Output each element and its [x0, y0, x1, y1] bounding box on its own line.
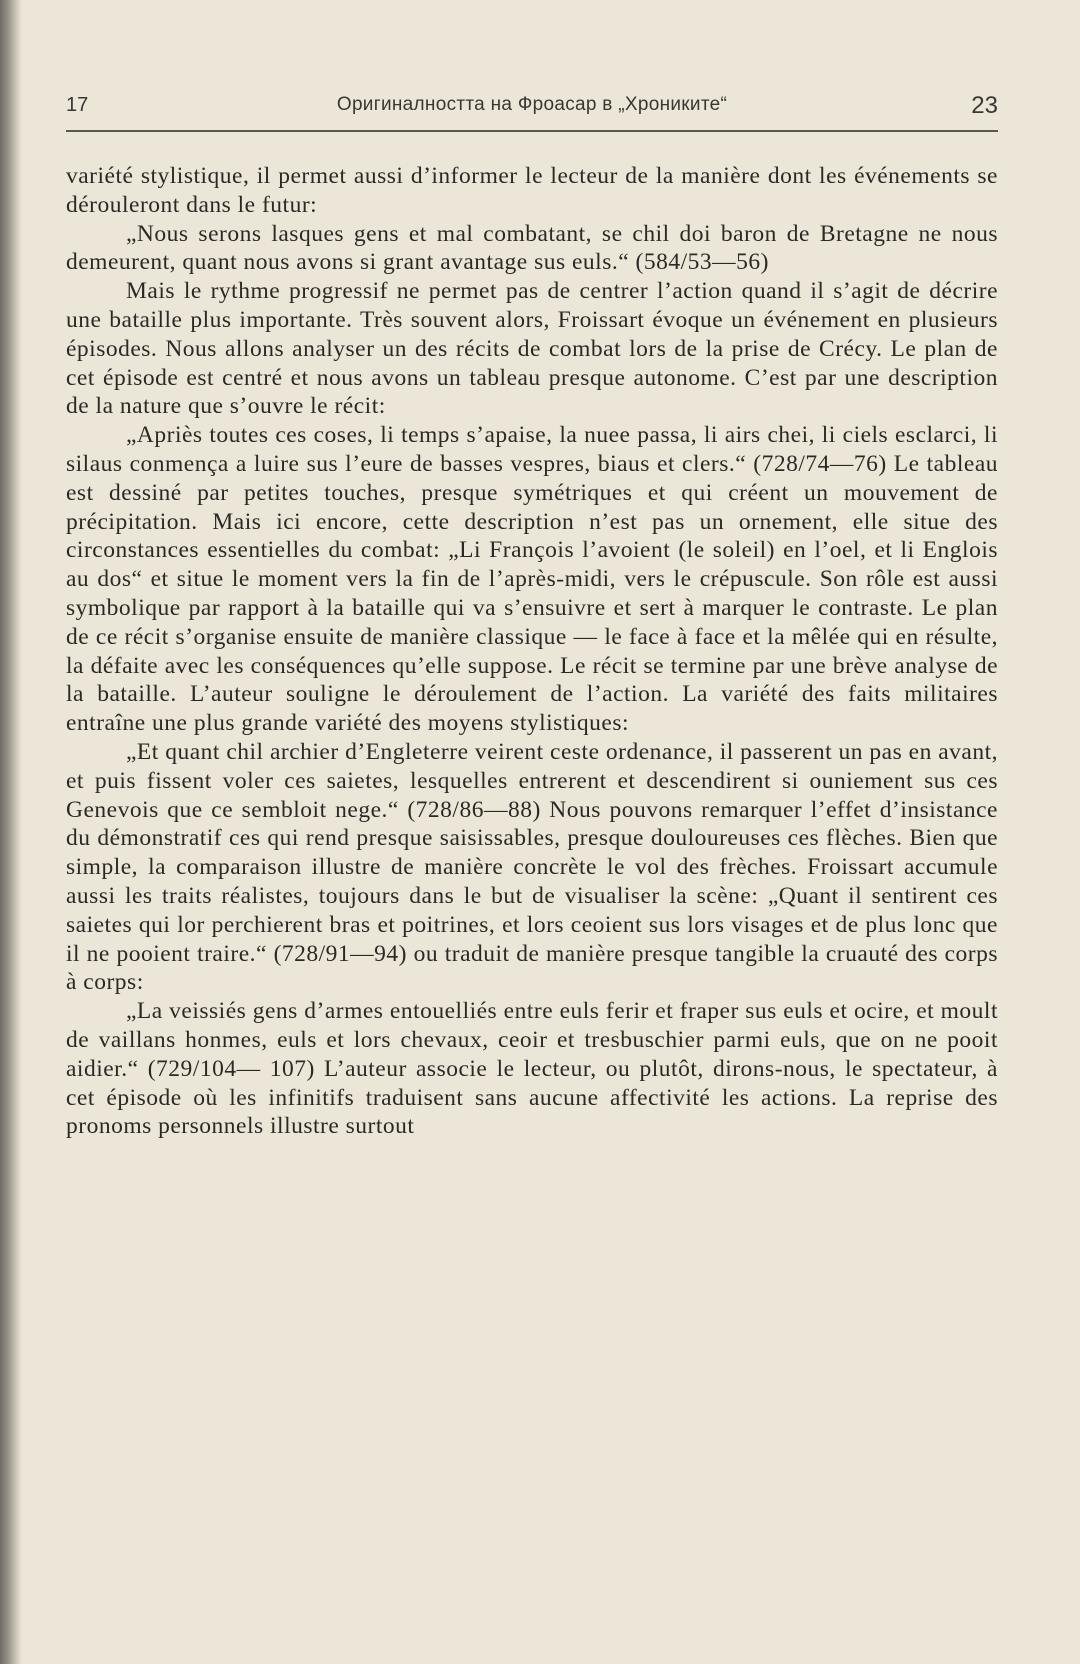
paragraph-1: variété stylistique, il permet aussi d’informer le lecteur de la manière dont les événements se dérouleront dans le futur:	[66, 163, 998, 218]
running-title: Оригиналността на Фроасар в „Хрониките“	[336, 94, 728, 115]
paragraph-6: „La veissiés gens d’armes entouelliés entre euls ferir et fraper sus euls et ocire, et moult de vaillans honmes, euls et lors chevaux, ceoir et tresbuschier parmi euls, que on ne pooit aidier.“ (729/104— 107) L’auteur associe le lecteur, ou plutôt, dirons-nous, le spectateur, à cet épisode où les infinitifs traduisent sans aucune affectivité les actions. La reprise des pronoms personnels illustre surtout	[66, 998, 998, 1140]
header-rule	[66, 130, 998, 132]
paragraph-4: „Apriès toutes ces coses, li temps s’apaise, la nuee passa, li airs chei, li ciels esclarci, li silaus conmença a luire sus l’eure de basses vespres, biaus et clers.“ (728/74—76) Le tableau est dessiné par petites touches, presque symétriques et qui créent un mouvement de précipitation. Mais ici encore, cette description n’est pas un ornement, elle situe des circonstances essentielles du combat: „Li François l’avoient (le soleil) en l’oel, et li Englois au dos“ et situe le moment vers la fin de l’après-midi, vers le crépuscule. Son rôle est aussi symbolique par rapport à la bataille qui va s’ensuivre et sert à marquer le contraste. Le plan de ce récit s’organise ensuite de manière classique — le face à face et la mêlée qui en résulte, la défaite avec les conséquences qu’elle suppose. Le récit se termine par une brève analyse de la bataille. L’auteur souligne le déroulement de l’action. La variété des faits militaires entraîne une plus grande variété des moyens stylistiques:	[66, 422, 998, 737]
signature-mark: 17	[66, 94, 89, 116]
paragraph-3: Mais le rythme progressif ne permet pas de centrer l’action quand il s’agit de décrire une bataille plus importante. Très souvent alors, Froissart évoque un événement en plusieurs épisodes. Nous allons analyser un des récits de combat lors de la prise de Crécy. Le plan de cet épisode est centré et nous avons un tableau presque autonome. C’est par une description de la nature que s’ouvre le récit:	[66, 278, 998, 420]
paragraph-2: „Nous serons lasques gens et mal combatant, se chil doi baron de Bretagne ne nous demeurent, quant nous avons si grant avantage sus euls.“ (584/53—56)	[66, 220, 998, 276]
binding-shadow	[0, 0, 22, 1664]
book-page	[66, 0, 998, 1664]
page-number: 23	[971, 92, 998, 119]
running-head	[66, 94, 998, 128]
body-text	[66, 162, 998, 1141]
paragraph-5: „Et quant chil archier d’Engleterre veirent ceste ordenance, il passerent un pas en avant, et puis fissent voler ces saietes, lesquelles entrerent et descendirent si ouniement sus ces Genevois que ce sembloit nege.“ (728/86—88) Nous pouvons remarquer l’effet d’insistance du démonstratif ces qui rend presque saisissables, presque douloureuses ces flèches. Bien que simple, la comparaison illustre de manière concrète le vol des frèches. Froissart accumule aussi les traits réalistes, toujours dans le but de visualiser la scène: „Quant il sentirent ces saietes qui lor perchierent bras et poitrines, et lors ceoient sus lors visages et de plus lonc que il ne pooient traire.“ (728/91—94) ou traduit de manière presque tangible la cruauté des corps à corps:	[66, 738, 998, 996]
